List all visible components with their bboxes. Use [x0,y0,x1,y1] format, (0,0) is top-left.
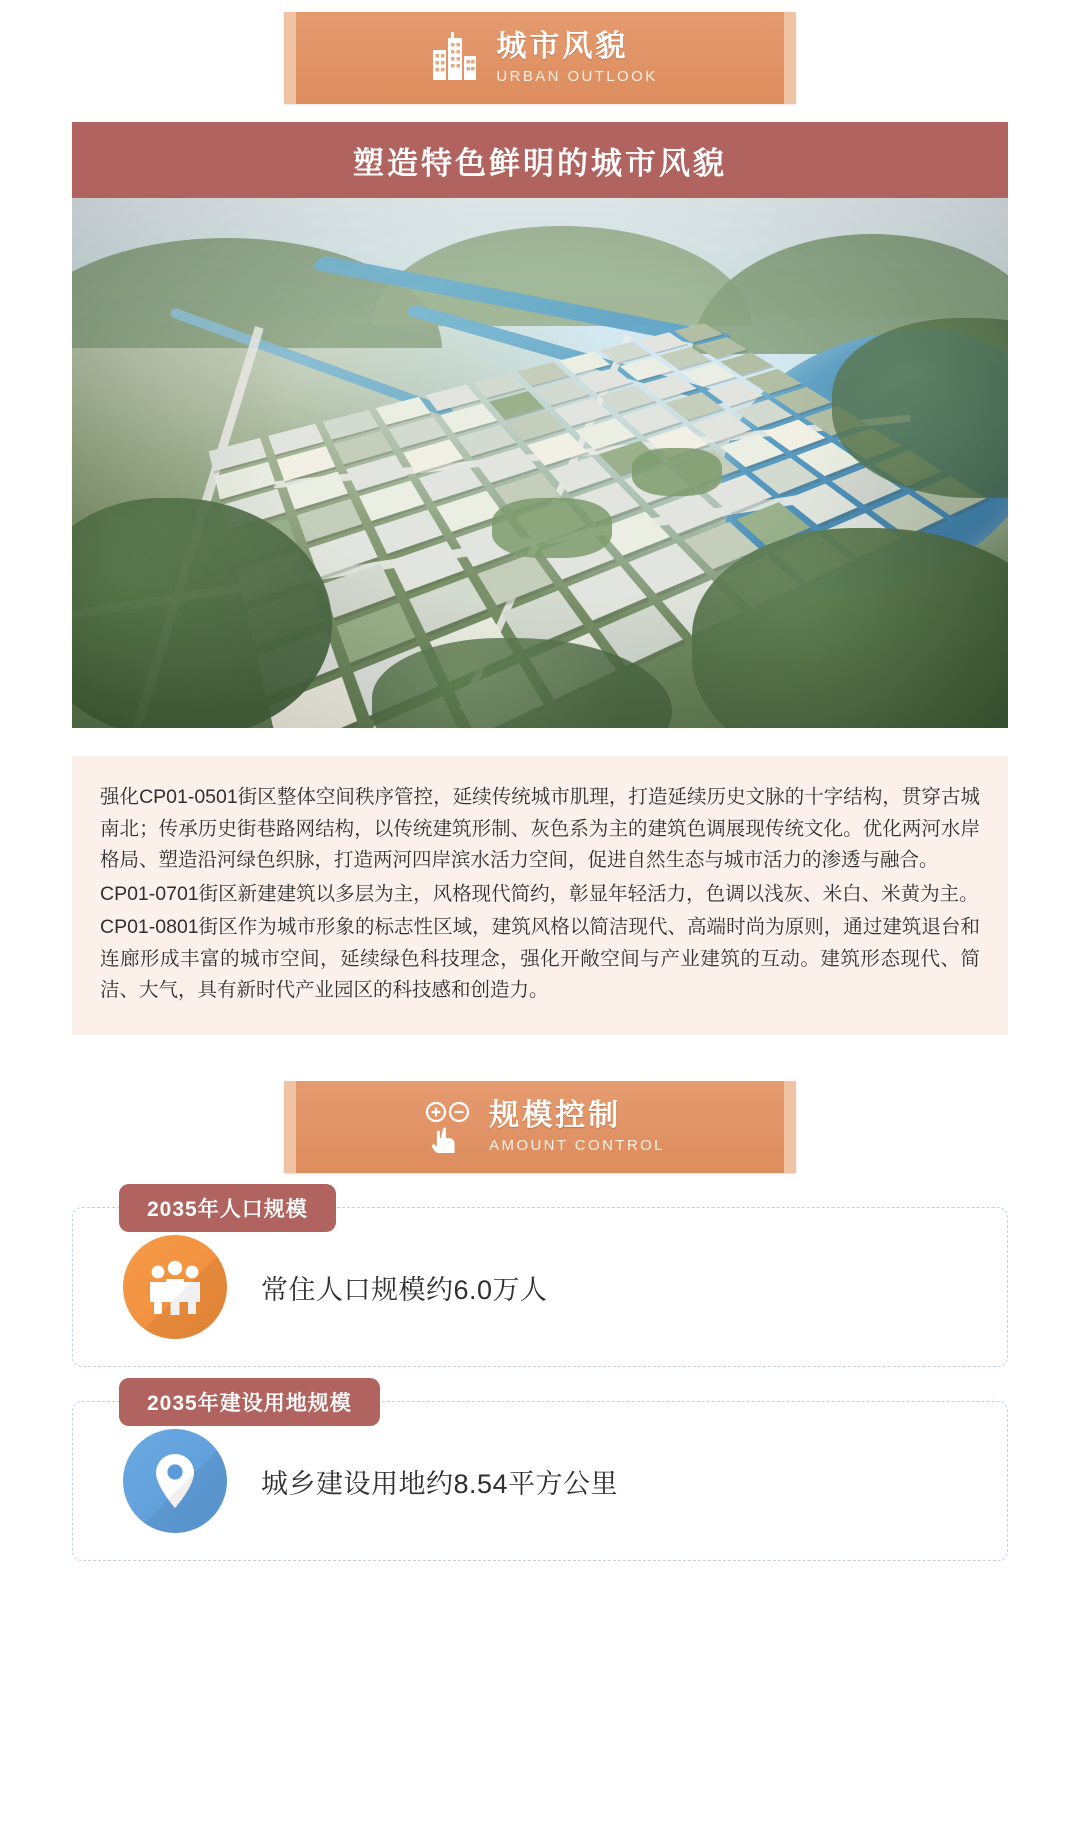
description-paragraph: 强化CP01-0501街区整体空间秩序管控，延续传统城市肌理，打造延续历史文脉的十字结构，贯穿古城南北；传承历史街巷路网结构，以传统建筑形制、灰色系为主的建筑色调展现传统文化。优化两河水岸格局、塑造沿河绿色织脉，打造两河四岸滨水活力空间，促进自然生态与城市活力的渗透与融合。 [100,786,980,872]
card-tag: 2035年建设用地规模 [119,1378,380,1426]
section-spacer [0,1035,1080,1081]
description-card [72,756,1008,1035]
amount-control-cards [72,1198,1008,1561]
section-title-cn: 规模控制 [489,1099,622,1133]
banner-wrap [72,122,1008,198]
ribbon-top-spacer [0,0,1080,12]
description-paragraph: CP01-0801街区作为城市形象的标志性区域，建筑风格以简洁现代、高端时尚为原则，通过建筑退台和连廊形成丰富的城市空间，延续绿色科技理念，强化开敞空间与产业建筑的互动。建筑形态现代、简洁、大气，具有新时代产业园区的科技感和创造力。 [100,916,980,1002]
map-pin-icon [123,1429,227,1533]
rendering-vignette [72,198,1008,728]
section-title-cn: 城市风貌 [496,30,629,63]
card-value-text: 常住人口规模约6.0万人 [261,1274,548,1305]
section-title-en: AMOUNT CONTROL [489,1137,665,1155]
city-rendering-image [72,198,1008,728]
card-tag: 2035年人口规模 [119,1184,336,1232]
card-construction-land-scale [72,1392,1008,1561]
section-header-urban-outlook [284,12,796,104]
description-paragraph: CP01-0701街区新建建筑以多层为主，风格现代简约，彰显年轻活力，色调以浅灰、米白、米黄为主。 [100,882,979,905]
card-population-scale [72,1198,1008,1367]
page-title: 塑造特色鲜明的城市风貌 [353,145,727,181]
section-header-amount-control [284,1081,796,1173]
population-people-icon [123,1235,227,1339]
city-buildings-icon [428,29,482,87]
plus-minus-hand-icon [421,1098,475,1156]
bottom-spacer [0,1561,1080,1631]
section-title-en: URBAN OUTLOOK [496,68,658,85]
card-value-text: 城乡建设用地约8.54平方公里 [261,1468,619,1499]
